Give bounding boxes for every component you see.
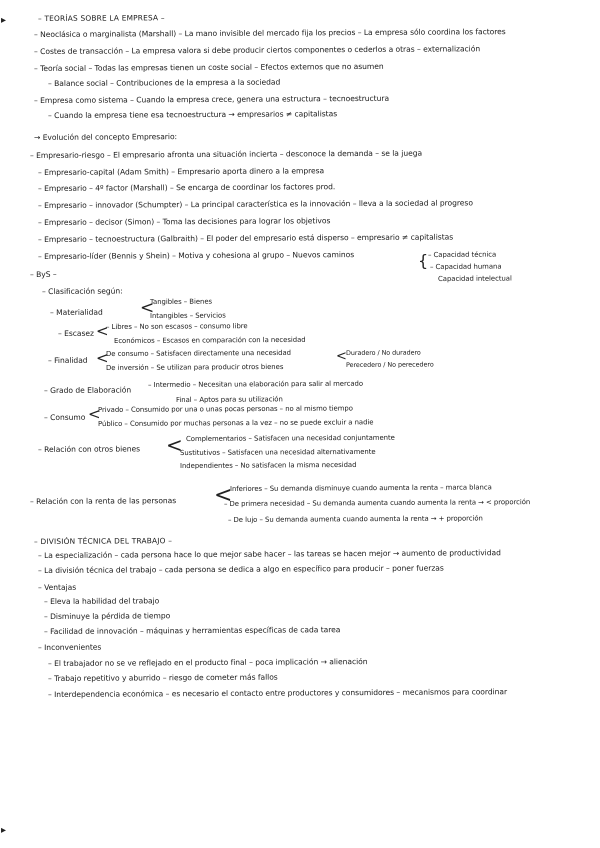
- note-line: Duradero / No duradero: [345, 348, 421, 357]
- note-line: Inferiores – Su demanda disminuye cuando aumenta la renta – marca blanca: [229, 483, 492, 493]
- brace: <: [336, 349, 347, 364]
- note-line: – Grado de Elaboración: [43, 385, 132, 395]
- brace: <: [214, 483, 233, 508]
- note-line: De consumo – Satisfacen directamente una necesidad: [105, 348, 292, 358]
- note-line: – Facilidad de innovación – máquinas y herramientas específicas de cada tarea: [43, 625, 341, 636]
- note-line: – La especialización – cada persona hace lo que mejor sabe hacer – las tareas se hacen mejor → aumento de productividad: [37, 548, 501, 560]
- note-line: Complementarios – Satisfacen una necesidad conjuntamente: [185, 433, 395, 443]
- note-line: – Empresario-riesgo – El empresario afronta una situación incierta – desconoce la demanda – se la juega: [29, 148, 423, 160]
- note-line: – El trabajador no se ve reflejado en el producto final – poca implicación → alienación: [47, 657, 368, 668]
- note-line: – Inconvenientes: [37, 642, 102, 652]
- note-line: De inversión – Se utilizan para producir otros bienes: [105, 362, 284, 372]
- note-line: – Empresario – innovador (Schumpter) – La principal característica es la innovación – lleva a la sociedad al progreso: [37, 198, 473, 210]
- note-line: – Capacidad técnica: [427, 250, 497, 259]
- note-line: – Empresario-capital (Adam Smith) – Empresario aporta dinero a la empresa: [37, 166, 325, 177]
- note-line: Final – Aptos para su utilización: [175, 395, 283, 404]
- note-line: – Capacidad humana: [429, 262, 502, 271]
- note-line: – Teoría social – Todas las empresas tienen un coste social – Efectos externos que no asumen: [33, 61, 384, 73]
- brace: <: [96, 322, 109, 340]
- note-line: – Empresario-líder (Bennis y Shein) – Motiva y cohesiona al grupo – Nuevos caminos: [37, 250, 355, 261]
- edge-mark: ▸: [1, 825, 7, 836]
- note-line: – Interdependencia económica – es necesario el contacto entre productores y consumidores – mecanismos para coordinar: [47, 687, 508, 699]
- note-line: Económicos – Escasos en comparación con la necesidad: [113, 335, 306, 345]
- note-line: – Balance social – Contribuciones de la empresa a la sociedad: [47, 77, 281, 88]
- brace: <: [96, 349, 109, 367]
- note-line: Independientes – No satisfacen la misma necesidad: [179, 460, 357, 470]
- note-line: Perecedero / No perecedero: [345, 360, 434, 369]
- note-line: – De primera necesidad – Su demanda aumenta cuando aumenta la renta → < proporción: [223, 498, 531, 508]
- note-line: – Empresario – tecnoestructura (Galbraith) – El poder del empresario está disperso – empresario ≠ capitalistas: [37, 232, 454, 244]
- brace: <: [140, 298, 155, 318]
- note-line: Público – Consumido por muchas personas a la vez – no se puede excluir a nadie: [97, 418, 374, 428]
- brace: <: [166, 433, 183, 457]
- note-line: – Escasez: [57, 328, 94, 338]
- note-line: Privado – Consumido por una o unas pocas personas – no al mismo tiempo: [97, 404, 353, 414]
- note-line: Intangibles – Servicios: [149, 311, 226, 320]
- note-line: – Intermedio – Necesitan una elaboración para salir al mercado: [147, 379, 364, 389]
- note-line: – Disminuye la pérdida de tiempo: [43, 611, 171, 621]
- note-line: Capacidad intelectual: [437, 274, 512, 283]
- note-line: – Libres – No son escasos – consumo libre: [105, 322, 248, 331]
- note-line: – Eleva la habilidad del trabajo: [43, 596, 160, 606]
- heading-evolucion: → Evolución del concepto Empresario:: [33, 132, 178, 142]
- note-line: – Empresario – 4º factor (Marshall) – Se encarga de coordinar los factores prod.: [37, 182, 336, 193]
- note-line: – Consumo: [43, 412, 86, 422]
- note-line: Tangibles – Bienes: [149, 297, 213, 306]
- note-line: – La división técnica del trabajo – cada persona se dedica a algo en específico para producir – poner fuerzas: [37, 563, 444, 575]
- heading-teorias: – TEORÍAS SOBRE LA EMPRESA –: [37, 13, 165, 23]
- brace: <: [88, 405, 101, 423]
- edge-mark: ▸: [1, 15, 7, 26]
- note-line: – Relación con la renta de las personas: [29, 496, 177, 506]
- note-line: – Finalidad: [47, 355, 88, 365]
- note-line: – Trabajo repetitivo y aburrido – riesgo de cometer más fallos: [47, 672, 278, 683]
- note-line: Sustitutivos – Satisfacen una necesidad alternativamente: [179, 447, 376, 457]
- note-line: – Materialidad: [49, 307, 103, 317]
- note-line: – Clasificación según:: [41, 286, 123, 296]
- heading-division: – DIVISIÓN TÉCNICA DEL TRABAJO –: [33, 536, 173, 546]
- note-line: – Empresario – decisor (Simon) – Toma las decisiones para lograr los objetivos: [37, 216, 331, 227]
- note-line: – Neoclásica o marginalista (Marshall) – La mano invisible del mercado fija los precios – La empresa sólo coordina los factores: [33, 27, 506, 39]
- note-line: – Costes de transacción – La empresa valora si debe producir ciertos componentes o cederlos a otras – externalización: [33, 44, 481, 56]
- brace: {: [418, 251, 429, 270]
- note-line: – Cuando la empresa tiene esa tecnoestructura → empresarios ≠ capitalistas: [47, 109, 338, 120]
- note-line: – Empresa como sistema – Cuando la empresa crece, genera una estructura – tecnoestructura: [33, 93, 390, 105]
- note-line: – De lujo – Su demanda aumenta cuando aumenta la renta → + proporción: [227, 514, 483, 524]
- note-line: – Ventajas: [37, 582, 77, 592]
- heading-byS: – ByS –: [29, 269, 57, 279]
- note-line: – Relación con otros bienes: [37, 444, 141, 454]
